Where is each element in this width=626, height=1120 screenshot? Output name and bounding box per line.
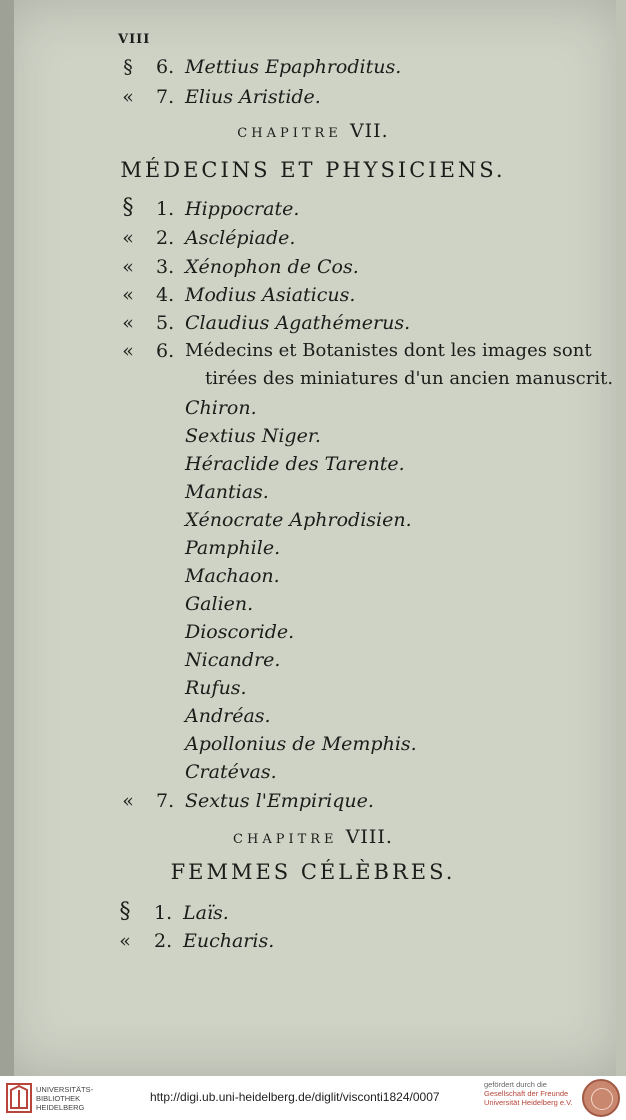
sub-list-item: Sextius Niger. — [185, 425, 321, 447]
entry-number: 7. — [156, 790, 175, 812]
sub-list-item: Dioscoride. — [185, 621, 295, 643]
section-marker: « — [122, 86, 134, 108]
section-marker: « — [122, 284, 134, 306]
entry-text-line1: Médecins et Botanistes dont les images sont — [185, 340, 592, 361]
entry-number: 1. — [154, 902, 173, 924]
entry-number: 7. — [156, 86, 175, 108]
sub-list-item: Apollonius de Memphis. — [185, 733, 417, 755]
entry-number: 2. — [156, 227, 175, 249]
sponsor-line: Universität Heidelberg e.V. — [484, 1098, 573, 1107]
chapter-label: CHAPITRE — [237, 126, 342, 141]
sub-list-item: Mantias. — [185, 481, 269, 503]
entry-text: Claudius Agathémerus. — [185, 312, 411, 334]
sub-list-item: Cratévas. — [185, 761, 277, 783]
entry-text: Laïs. — [183, 902, 229, 924]
library-name — [36, 1085, 93, 1112]
section-marker: « — [119, 930, 131, 952]
entry-text: Eucharis. — [183, 930, 275, 952]
chapter-label: CHAPITRE — [233, 832, 338, 847]
library-name-line: UNIVERSITÄTS- — [36, 1085, 94, 1094]
entry-text: Mettius Epaphroditus. — [185, 56, 402, 78]
library-logo-icon — [6, 1082, 32, 1114]
section-marker: « — [122, 256, 134, 278]
entry-number: 1. — [156, 198, 175, 220]
entry-text: Asclépiade. — [185, 227, 296, 249]
chapter-roman: VII. — [349, 120, 389, 142]
sponsor-text — [484, 1080, 573, 1107]
library-name-line: HEIDELBERG — [36, 1103, 85, 1112]
entry-number: 4. — [156, 284, 175, 306]
sub-list-item: Machaon. — [185, 565, 280, 587]
library-name-line: BIBLIOTHEK — [36, 1094, 81, 1103]
footer-bar — [0, 1076, 626, 1120]
sub-list-item: Pamphile. — [185, 537, 281, 559]
section-title: FEMMES CÉLÈBRES. — [170, 860, 456, 884]
entry-text: Modius Asiaticus. — [185, 284, 356, 306]
entry-number: 3. — [156, 256, 175, 278]
entry-text-line2: tirées des miniatures d'un ancien manuscrit. — [205, 368, 614, 389]
sub-list-item: Xénocrate Aphrodisien. — [185, 509, 412, 531]
sponsor-line: Gesellschaft der Freunde — [484, 1089, 569, 1098]
entry-text: Xénophon de Cos. — [185, 256, 359, 278]
entry-number: 2. — [154, 930, 173, 952]
sub-list-item: Nicandre. — [185, 649, 281, 671]
entry-text: Sextus l'Empirique. — [185, 790, 374, 812]
section-marker: « — [122, 227, 134, 249]
sub-list-item: Héraclide des Tarente. — [185, 453, 405, 475]
section-marker: « — [122, 312, 134, 334]
sponsor-line: gefördert durch die — [484, 1080, 547, 1089]
sub-list-item: Rufus. — [185, 677, 247, 699]
source-url-link[interactable]: http://digi.ub.uni-heidelberg.de/diglit/visconti1824/0007 — [150, 1090, 440, 1104]
section-title: MÉDECINS ET PHYSICIENS. — [120, 158, 506, 182]
section-marker: § — [119, 899, 131, 924]
entry-text: Elius Aristide. — [185, 86, 321, 108]
section-marker: « — [122, 790, 134, 812]
section-marker: « — [122, 340, 134, 362]
chapter-roman: VIII. — [345, 826, 393, 848]
section-marker: § — [123, 56, 133, 78]
entry-number: 5. — [156, 312, 175, 334]
entry-number: 6. — [156, 56, 175, 78]
university-seal-icon — [582, 1079, 620, 1117]
sub-list-item: Andréas. — [185, 705, 271, 727]
page-number: VIII — [118, 32, 151, 47]
entry-number: 6. — [156, 340, 175, 362]
chapter-heading — [0, 120, 626, 142]
sub-list-item: Galien. — [185, 593, 254, 615]
entry-text: Hippocrate. — [185, 198, 300, 220]
sub-list-item: Chiron. — [185, 397, 257, 419]
chapter-heading — [0, 826, 626, 848]
seal-ring — [591, 1088, 613, 1110]
section-marker: § — [122, 195, 134, 220]
